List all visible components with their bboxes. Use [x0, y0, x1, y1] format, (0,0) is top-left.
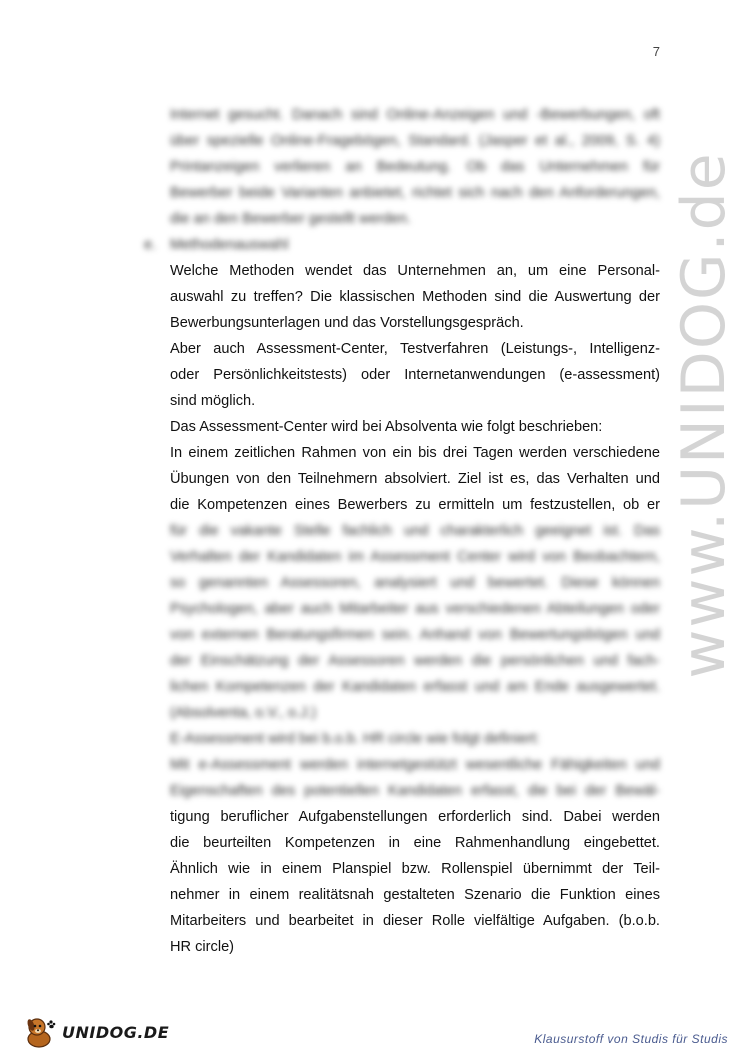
dog-icon — [22, 1014, 58, 1050]
text-line: In einem zeitlichen Rahmen von ein bis drei Tagen werden verschiedene — [170, 445, 660, 461]
list-item-title: Methodenauswahl — [170, 237, 289, 253]
document-body — [144, 102, 660, 960]
text-line: Mitarbeiters und bearbeitet in dieser Rolle vielfältige Aufgaben. (b.o.b. — [170, 913, 660, 929]
text-line: lichen Kompetenzen der Kandidaten erfasst und am Ende ausgewertet. — [170, 679, 660, 695]
unidog-logo — [22, 1014, 169, 1050]
paragraph-intro — [170, 102, 660, 232]
text-line: (Absolventa, o.V., o.J.) — [170, 705, 317, 721]
watermark: www.UNIDOG.de — [669, 151, 739, 679]
blurred-section — [170, 518, 660, 726]
text-line: Bewerbungsunterlagen und das Vorstellungsgespräch. — [170, 315, 524, 331]
blurred-section — [170, 752, 660, 804]
text-line: oder Persönlichkeitstests) oder Internetanwendungen (e-assessment) — [170, 367, 660, 383]
text-line: Aber auch Assessment-Center, Testverfahren (Leistungs-, Intelligenz- — [170, 341, 660, 357]
text-line: E-Assessment wird bei b.o.b. HR circle wie folgt definiert: — [170, 731, 540, 747]
text-line: Das Assessment-Center wird bei Absolventa wie folgt beschrieben: — [170, 419, 603, 435]
text-line: Verhalten der Kandidaten im Assessment Center wird von Beobachtern, — [170, 549, 660, 565]
paragraph-e-assessment-intro — [170, 726, 660, 752]
text-line: die Kompetenzen eines Bewerbers zu ermitteln um festzustellen, ob er — [170, 497, 660, 513]
footer-tagline: Klausurstoff von Studis für Studis — [534, 1032, 728, 1046]
text-line: Eigenschaften des potentiellen Kandidaten erfasst, die bei der Bewäl- — [170, 783, 660, 799]
text-line: nehmer in einem realitätsnah gestalteten Szenario die Funktion eines — [170, 887, 660, 903]
text-line: HR circle) — [170, 939, 235, 955]
logo-text: UNIDOG.DE — [62, 1022, 170, 1042]
paragraph-ac-intro — [170, 414, 660, 440]
list-item-methodenauswahl — [144, 232, 660, 258]
text-line: Welche Methoden wendet das Unternehmen an, um eine Personal- — [170, 263, 660, 279]
paragraph-ac-quote — [170, 440, 660, 726]
text-line: tigung beruflicher Aufgabenstellungen erforderlich sind. Dabei werden — [170, 809, 660, 825]
text-line: Psychologen, aber auch Mitarbeiter aus verschiedenen Abteilungen oder — [170, 601, 660, 617]
text-line: für die vakante Stelle fachlich und charakterlich geeignet ist. Das — [170, 523, 660, 539]
text-line: so genannten Assessoren, analysiert und bewertet. Diese können — [170, 575, 660, 591]
text-line: die an den Bewerber gestellt werden. — [170, 211, 411, 227]
text-line: sind möglich. — [170, 393, 256, 409]
text-line: Bewerber beide Varianten anbietet, richtet sich nach den Anforderungen, — [170, 185, 660, 201]
page-number: 7 — [652, 44, 660, 59]
text-line: Ähnlich wie in einem Planspiel bzw. Rollenspiel übernimmt der Teil- — [170, 861, 660, 877]
list-marker: e. — [144, 237, 157, 253]
text-line: die beurteilten Kompetenzen in eine Rahmenhandlung eingebettet. — [170, 835, 660, 851]
text-line: Internet gesucht. Danach sind Online-Anzeigen und -Bewerbungen, oft — [170, 107, 660, 123]
paragraph-alternatives — [170, 336, 660, 414]
paragraph-methods — [170, 258, 660, 336]
text-line: von externen Beratungsfirmen sein. Anhand von Bewertungsbögen und — [170, 627, 660, 643]
text-line: über spezielle Online-Fragebögen, Standard. (Jasper et al., 2009, S. 4) — [170, 133, 660, 149]
paragraph-e-assessment-quote — [170, 752, 660, 960]
text-line: Übungen von den Teilnehmern absolviert. Ziel ist es, das Verhalten und — [170, 471, 660, 487]
text-line: auswahl zu treffen? Die klassischen Methoden sind die Auswertung der — [170, 289, 660, 305]
text-line: Mit e-Assessment werden internetgestützt wesentliche Fähigkeiten und — [170, 757, 660, 773]
text-line: der Einschätzung der Assessoren werden die persönlichen und fach- — [170, 653, 660, 669]
text-line: Printanzeigen verlieren an Bedeutung. Ob das Unternehmen für — [170, 159, 660, 175]
